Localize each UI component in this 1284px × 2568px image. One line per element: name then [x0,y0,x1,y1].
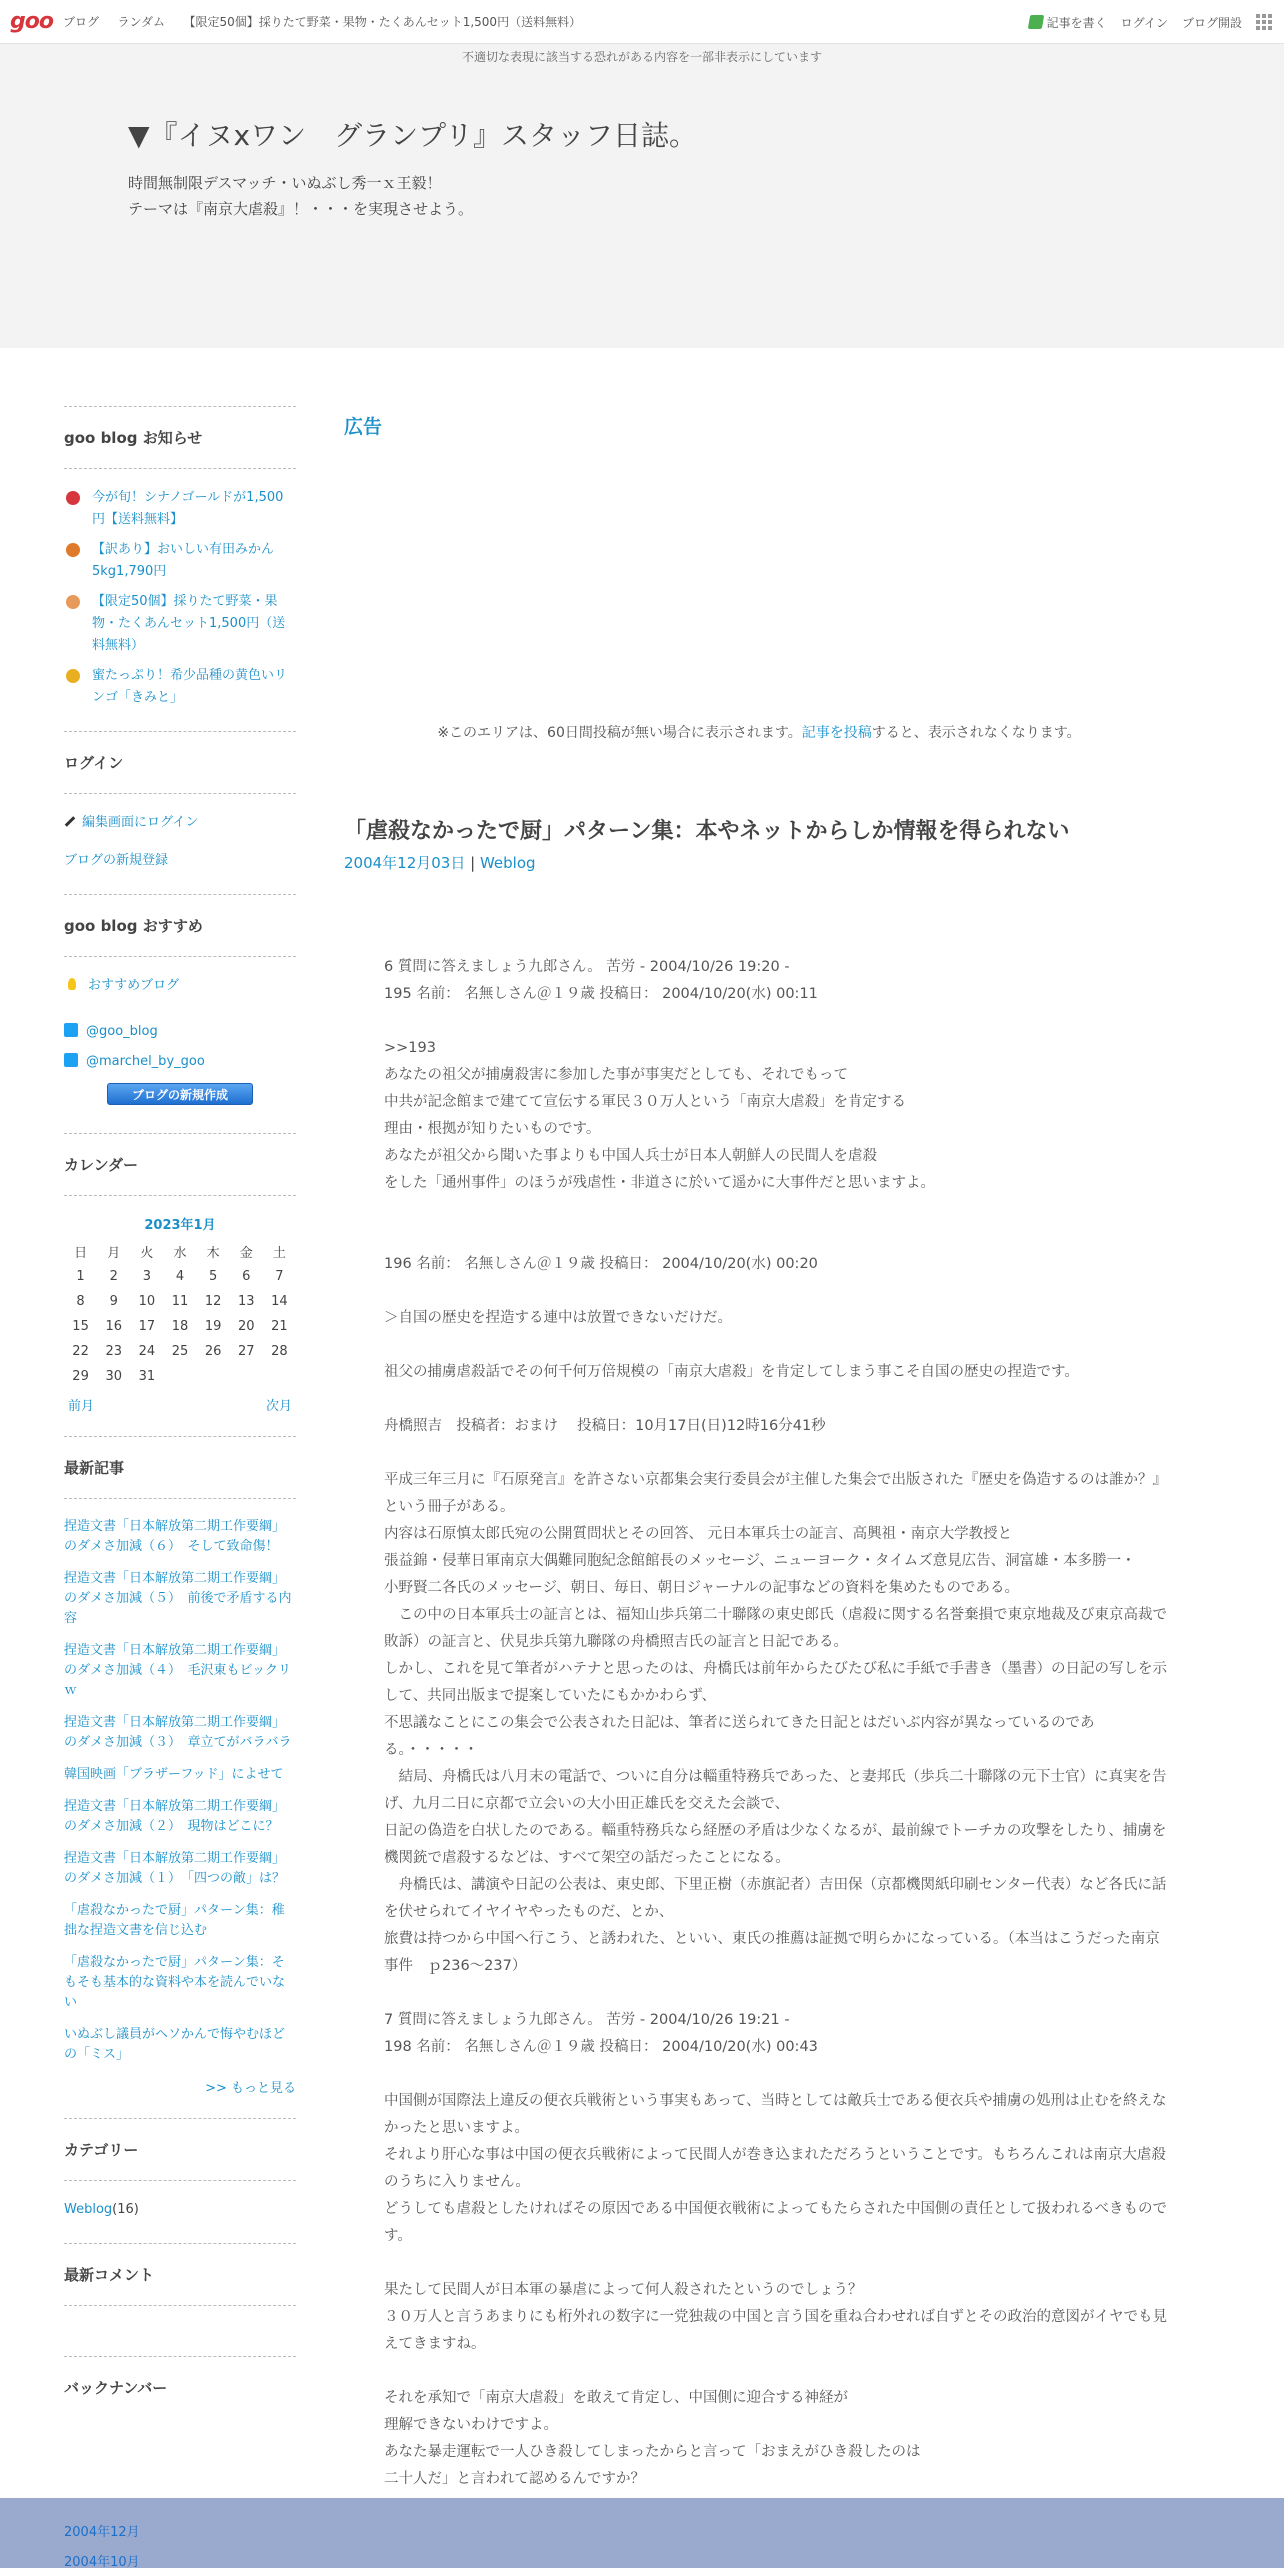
top-nav [63,13,595,30]
calendar-day: 3 [142,1269,151,1284]
recent-article-link[interactable]: 捏造文書「日本解放第二期工作要綱」のダメさ加減（４） 毛沢東もビックリｗ [64,1643,291,1698]
entry-date-link[interactable]: 2004年12月03日 [344,854,466,872]
entry-paragraph: それを承知で「南京大虐殺」を敢えて肯定し、中国側に迎合する神経が 理解できないわけですよ。 あなた暴走運転で一人ひき殺してしまったからと言って「おまえがひき殺したのは 二十人だ」と言われて認めるんですか？ [384,2390,921,2487]
backnumber-list [64,2518,140,2568]
calendar-day [197,1364,230,1389]
edit-login-label: 編集画面にログイン [82,815,199,830]
calendar-week [64,1289,296,1314]
entry-paragraph: 平成三年三月に『石原発言』を許さない京都集会実行委員会が主催した集会で出版された『歴史を偽造するのは誰か？』という冊子がある。 内容は石原慎太郎氏宛の公開質問状とその回答、 元日本軍兵士の証言、高興祖・南京大学教授と 張益錦・侵華日軍南京大偶難同胞紀念館館長のメッセージ、ニューヨーク・タイムズ意見広告、洞富雄・本多勝一・ 小野賢二各氏のメッセージ、朝日、毎日、朝日ジャーナルの記事などの資料を集めたものである。 この中の日本軍兵士の証言とは、福知山歩兵第二十聯隊の東史郎氏（虐殺に関する名誉棄損で東京地裁及び東京高裁で敗訴）の証言と、伏見歩兵第九聯隊の舟橋照吉氏の証言と日記である。 しかし、これを見て筆者がハテナと思ったのは、舟橋氏は前年からたびたび私に手紙で手書き（墨書）の日記の写しを示して、共同出版まで提案していたにもかかわらず、 不思議なことにこの集会で公表された日記は、筆者に送られてきた日記とはだいぶ内容が異なっているのである。・・・・・ 結局、舟橋氏は八月末の電話で、ついに自分は輜重特務兵であった、と妻邦氏（歩兵二十聯隊の元下士官）に真実を告げ、九月二日に京都で立会いの大小田正雄氏を交えた会談で、 日記の偽造を白状したのである。輜重特務兵なら経歴の矛盾は少なくなるが、最前線でトーチカの攻撃をしたり、捕虜を機関銃で虐殺するなどは、すべて架空の話だったことになる。 舟橋氏は、講演や日記の公表は、東史郎、下里正樹（赤旗記者）吉田保（京都機関紙印刷センター代表）など各氏に話を伏せられてイヤイヤやったものだ、とか、 旅費は持つから中国へ行こう、と誘われた、といい、東氏の推薦は証拠で明らかになっている。（本当はこうだった南京事件 ｐ236～237） [384,1472,1167,1974]
blog-header [0,44,1284,348]
calendar-week [64,1314,296,1339]
news-bullet-icon [66,491,80,505]
sidebar [64,406,296,2440]
recent-article-link[interactable]: 捏造文書「日本解放第二期工作要綱」のダメさ加減（５） 前後で矛盾する内容 [64,1571,292,1626]
calendar-day: 17 [138,1319,156,1334]
recommend-blog-label: おすすめブログ [88,978,180,993]
calendar-day: 9 [109,1294,118,1309]
calendar-weekday: 日 [74,1246,88,1261]
login-link[interactable]: ログイン [1120,15,1168,30]
entry-paragraph: 196 名前： 名無しさん＠１９歳 投稿日： 2004/10/20(水) 00:20 [384,1256,818,1272]
recent-article-link[interactable]: いぬぶし議員がヘソかんで悔やむほどの「ミス」 [64,2027,286,2062]
calendar-day: 27 [238,1344,255,1359]
category-item [64,2199,296,2221]
calendar-day: 12 [204,1294,222,1309]
calendar-day: 5 [208,1269,218,1284]
news-link[interactable]: 蜜たっぷり！希少品種の黄色いリンゴ「きみと」 [92,668,288,705]
news-link[interactable]: 【訳あり】おいしい有田みかん5kg1,790円 [92,542,275,579]
calendar-day: 21 [271,1319,288,1334]
blog-title[interactable]: ▼『イヌxワン グランプリ』スタッフ日誌。 [128,119,697,152]
news-bullet-icon [66,543,80,557]
calendar-day: 30 [105,1369,122,1384]
calendar-day: 2 [109,1269,118,1284]
recent-article-link[interactable]: 捏造文書「日本解放第二期工作要綱」のダメさ加減（３） 章立てがバラバラ [64,1715,292,1750]
calendar-table [64,1239,296,1389]
entry-meta-separator: | [465,854,480,872]
apps-grid-icon[interactable] [1256,14,1272,30]
login-section [64,731,296,872]
top-right-links [1029,0,1272,44]
calendar-weekday: 金 [239,1246,253,1261]
comment-heading: 最新コメント [64,2264,296,2306]
entry-paragraph: 舟橋照吉 投稿者：おまけ 投稿日：10月17日(日)12時16分41秒 [384,1418,826,1434]
recent-section [64,1436,296,2096]
ad-note [344,722,1174,742]
prev-month-link[interactable]: 前月 [68,1399,95,1414]
recent-list [64,1517,296,2065]
calendar-day: 15 [72,1319,89,1334]
news-item [64,665,296,709]
bottom-overlay [0,2498,1284,2568]
next-month-link[interactable]: 次月 [265,1399,292,1414]
content-notice: 不適切な表現に該当する恐れがある内容を一部非表示にしています [461,50,822,64]
calendar-day: 29 [72,1369,89,1384]
calendar-section [64,1133,296,1414]
blog-description-line-1: 時間無制限デスマッチ・いぬぶし秀一ｘ王毅！ [128,174,442,192]
pen-icon [1027,15,1043,29]
goo-logo[interactable]: goo [10,9,53,34]
calendar-day: 28 [271,1344,288,1359]
create-blog-button[interactable]: ブログの新規作成 [107,1083,253,1105]
calendar-week [64,1339,296,1364]
entry-title[interactable]: 「虐殺なかったで厨」パターン集：本やネットからしか情報を得られない [344,819,1070,844]
entry-paragraph: 中国側が国際法上違反の便衣兵戦術という事実もあって、当時としては敵兵士である便衣兵や捕虜の処刑は止むを終えなかったと思いますよ。 それより肝心な事は中国の便衣兵戦術によって民間人が巻き込まれただろうということです。もちろんこれは南京大虐殺のうちに入りません。 どうしても虐殺としたければその原因である中国便衣戦術によってもたらされた中国側の責任として扱われるべきものです。 [384,2093,1167,2244]
twitter-icon [64,1053,78,1067]
calendar-day: 31 [138,1369,156,1384]
calendar-week [64,1264,296,1289]
category-count: (16) [112,2202,139,2217]
calendar-day: 13 [238,1294,255,1309]
bulb-icon [68,978,76,990]
news-bullet-icon [66,595,80,609]
blog-description [128,170,473,222]
calendar-day: 23 [105,1344,122,1359]
twitter-icon [64,1023,78,1037]
calendar-week [64,1364,296,1389]
calendar-nav [64,1395,296,1414]
calendar-day [163,1364,196,1389]
calendar-weekday: 木 [206,1246,220,1261]
category-heading: カテゴリー [64,2139,296,2181]
news-section [64,406,296,709]
backnumber-link[interactable]: 2004年12月 [64,2525,140,2540]
news-link[interactable]: 今が旬！シナノゴールドが1,500円【送料無料】 [92,490,284,527]
post-article-link[interactable]: 記事を投稿 [801,725,872,741]
recent-heading: 最新記事 [64,1457,296,1499]
category-link[interactable]: Weblog [64,2202,113,2217]
new-register-link[interactable]: ブログの新規登録 [64,853,169,868]
recommend-section [64,894,296,1105]
recent-article-link[interactable]: 「虐殺なかったで厨」パターン集：そもそも基本的な資料や本を読んでいない [64,1955,286,2010]
main-content [344,406,1174,2487]
calendar-day: 10 [138,1294,156,1309]
news-item [64,487,296,531]
nav-blog[interactable]: ブログ [62,15,99,29]
calendar-day: 11 [171,1294,189,1309]
calendar-day: 18 [171,1319,189,1334]
calendar-day: 20 [238,1319,255,1334]
recommend-heading: goo blog おすすめ [64,915,296,957]
recommend-blog-link[interactable] [64,975,296,997]
entry-paragraph: 6 質問に答えましょう九郎さん。 苦労 - 2004/10/26 19:20 - 195 名前： 名無しさん＠１９歳 投稿日： 2004/10/20(水) 00:11 [384,959,818,1002]
recent-article-link[interactable]: 捏造文書「日本解放第二期工作要綱」のダメさ加減（１） 「四つの敵」は？ [64,1851,286,1886]
calendar-day: 19 [204,1319,222,1334]
backnumber-section [64,2356,296,2418]
top-bar [0,0,1284,44]
ad-note-post: すると、表示されなくなります。 [871,725,1081,741]
entry-paragraph: 7 質問に答えましょう九郎さん。 苦労 - 2004/10/26 19:21 - 198 名前： 名無しさん＠１９歳 投稿日： 2004/10/20(水) 00:43 [384,2012,818,2055]
backnumber-link[interactable]: 2004年10月 [64,2555,140,2568]
calendar-month[interactable]: 2023年1月 [144,1218,216,1233]
calendar-day: 14 [271,1294,288,1309]
calendar-day: 26 [204,1344,222,1359]
calendar-day: 22 [72,1344,89,1359]
login-heading: ログイン [64,752,296,794]
recent-article-link[interactable]: 「虐殺なかったで厨」パターン集：稚拙な捏造文書を信じ込む [64,1903,285,1938]
entry-paragraph: >>193 あなたの祖父が捕虜殺害に参加した事が事実だとしても、それでもって 中共が記念館まで建てて宣伝する軍民３０万人という「南京大虐殺」を肯定する 理由・根拠が知りたいものです。 あなたが祖父から聞いた事よりも中国人兵士が日本人朝鮮人の民間人を虐殺 をした「通州事件」のほうが残虐性・非道さに於いて遥かに大事件だと思いますよ。 [384,1040,935,1191]
edit-login-link[interactable] [64,812,296,834]
backnumber-heading: バックナンバー [64,2379,168,2397]
calendar-day: 4 [175,1269,185,1284]
news-bullet-icon [66,669,80,683]
twitter-goo-blog-link[interactable] [64,1021,296,1043]
recent-article-link[interactable]: 捏造文書「日本解放第二期工作要綱」のダメさ加減（６） そして致命傷！ [64,1519,286,1554]
calendar-day: 8 [76,1294,85,1309]
ad-label: 広告 [344,416,383,438]
calendar-day [263,1364,296,1389]
recent-article-link[interactable]: 韓国映画「ブラザーフッド」によせて [64,1767,284,1782]
calendar-weekday: 月 [107,1246,121,1261]
recent-article-link[interactable]: 捏造文書「日本解放第二期工作要綱」のダメさ加減（２） 現物はどこに？ [64,1799,286,1834]
entry-paragraph: 果たして民間人が日本軍の暴虐によって何人殺されたというのでしょう？ ３０万人と言うあまりにも桁外れの数字に一党独裁の中国と言う国を重ね合わせれば自ずとその政治的意図がイヤでも見えてきますね。 [384,2282,1167,2352]
entry-meta [344,852,536,873]
calendar-day: 24 [138,1344,156,1359]
twitter-marchel-label: @marchel_by_goo [86,1054,205,1069]
calendar-day: 1 [76,1269,85,1284]
nav-random[interactable]: ランダム [117,15,165,29]
calendar-day: 16 [105,1319,122,1334]
calendar-day [230,1364,263,1389]
news-heading: goo blog お知らせ [64,427,296,469]
news-item [64,539,296,583]
news-list [64,487,296,709]
nav-promo[interactable]: 【限定50個】採りたて野菜・果物・たくあんセット1,500円（送料無料） [183,15,582,29]
calendar-weekday: 火 [140,1246,154,1261]
category-section [64,2118,296,2221]
more-link[interactable]: >> もっと見る [205,2081,296,2096]
twitter-goo-blog-label: @goo_blog [86,1024,158,1039]
calendar-day: 7 [275,1269,284,1284]
ad-note-pre: ※このエリアは、60日間投稿が無い場合に表示されます。 [437,725,802,741]
calendar-day: 6 [242,1269,251,1284]
twitter-marchel-link[interactable] [64,1051,296,1073]
news-link[interactable]: 【限定50個】採りたて野菜・果物・たくあんセット1,500円（送料無料） [92,594,286,653]
entry-body [384,954,1174,2520]
comment-section [64,2243,296,2306]
news-item [64,591,296,657]
write-article-link[interactable]: 記事を書く [1046,15,1107,30]
entry-paragraph: ＞自国の歴史を捏造する連中は放置できないだけだ。 [384,1310,732,1326]
pencil-icon [65,816,76,827]
calendar-weekday: 土 [272,1246,286,1261]
calendar-weekday: 水 [173,1246,187,1261]
entry-category-link[interactable]: Weblog [479,854,536,872]
calendar-day: 25 [171,1344,189,1359]
open-blog-link[interactable]: ブログ開設 [1181,15,1242,30]
blog-description-line-2: テーマは『南京大虐殺』！・・・を実現させよう。 [128,200,474,218]
entry-paragraph: 祖父の捕虜虐殺話でその何千何万倍規模の「南京大虐殺」を肯定してしまう事こそ自国の歴史の捏造です。 [384,1364,1079,1380]
calendar-heading: カレンダー [64,1154,296,1196]
